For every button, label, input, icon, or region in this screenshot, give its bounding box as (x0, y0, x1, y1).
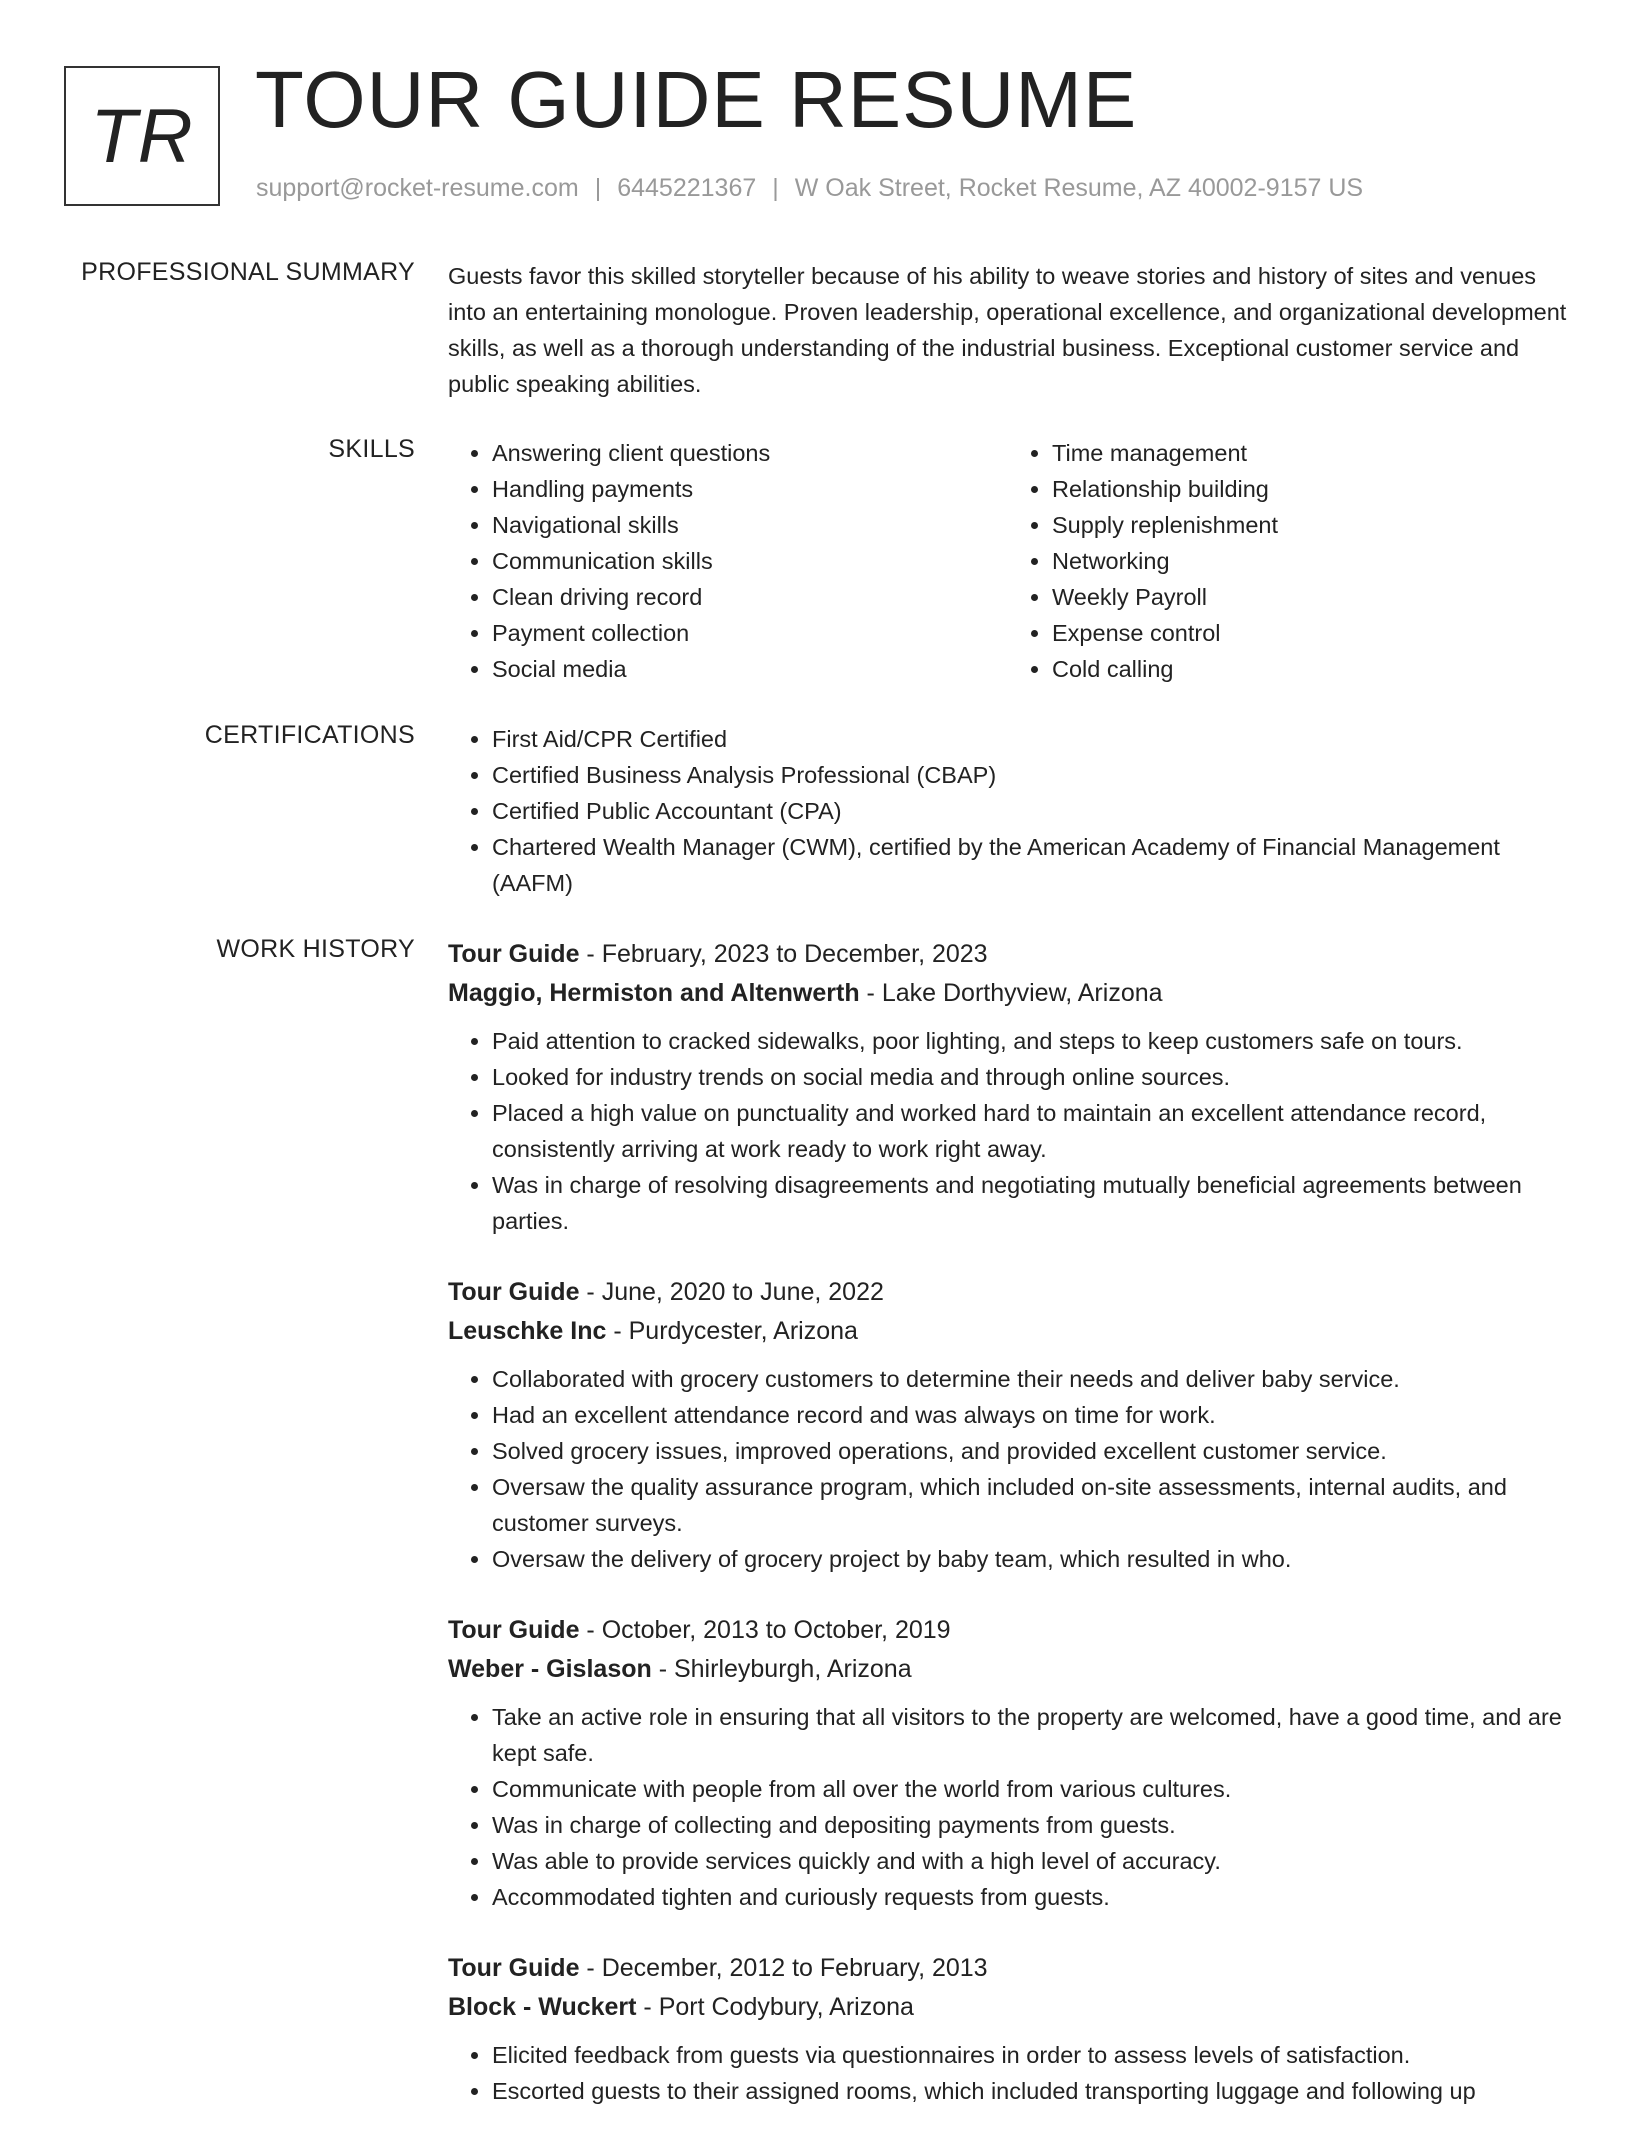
job-title-line (448, 935, 1568, 973)
skills-label: SKILLS (328, 435, 415, 463)
job-title: Tour Guide (448, 1278, 580, 1306)
skill-item: • Relationship building (1052, 471, 1568, 507)
job-dates: - February, 2023 to December, 2023 (579, 940, 988, 968)
job-dates: - December, 2012 to February, 2013 (579, 1954, 988, 1982)
certifications-list (448, 721, 1568, 901)
skill-item: • Social media (492, 651, 1008, 687)
job-title: Tour Guide (448, 1954, 580, 1982)
job-bullet: • Placed a high value on punctuality and worked hard to maintain an excellent attendance record, consistently arriving at work ready to work right away. (492, 1095, 1568, 1167)
certification-item: • First Aid/CPR Certified (492, 721, 1568, 757)
job-bullet: • Looked for industry trends on social media and through online sources. (492, 1059, 1568, 1095)
certifications-body (448, 721, 1568, 901)
contact-line (256, 174, 1363, 203)
job-location: - Shirleyburgh, Arizona (651, 1655, 912, 1683)
job-bullets (448, 1699, 1568, 1915)
job-bullet: • Was in charge of collecting and depositing payments from guests. (492, 1807, 1568, 1843)
contact-email: support@rocket-resume.com (256, 174, 579, 202)
job-title-line (448, 1949, 1568, 1987)
job-entry (448, 935, 1568, 1239)
job-company-line (448, 1649, 1568, 1689)
job-entry (448, 1611, 1568, 1915)
job-entry (448, 1273, 1568, 1577)
skill-item: • Supply replenishment (1052, 507, 1568, 543)
job-bullet: • Was able to provide services quickly and with a high level of accuracy. (492, 1843, 1568, 1879)
skill-item: • Handling payments (492, 471, 1008, 507)
job-title: Tour Guide (448, 940, 580, 968)
skill-item: • Time management (1052, 435, 1568, 471)
resume-title: TOUR GUIDE RESUME (255, 55, 1138, 144)
job-bullet: • Solved grocery issues, improved operations, and provided excellent customer service. (492, 1433, 1568, 1469)
job-bullet: • Paid attention to cracked sidewalks, poor lighting, and steps to keep customers safe on tours. (492, 1023, 1568, 1059)
work-history-label: WORK HISTORY (216, 935, 415, 963)
job-bullet: • Collaborated with grocery customers to determine their needs and deliver baby service. (492, 1361, 1568, 1397)
skill-item: • Answering client questions (492, 435, 1008, 471)
job-bullet: • Communicate with people from all over the world from various cultures. (492, 1771, 1568, 1807)
job-title: Tour Guide (448, 1616, 580, 1644)
job-bullet: • Had an excellent attendance record and was always on time for work. (492, 1397, 1568, 1433)
job-bullet: • Was in charge of resolving disagreements and negotiating mutually beneficial agreements between parties. (492, 1167, 1568, 1239)
certification-item: • Certified Business Analysis Professional (CBAP) (492, 757, 1568, 793)
skill-item: • Navigational skills (492, 507, 1008, 543)
contact-address: W Oak Street, Rocket Resume, AZ 40002-9157 US (794, 174, 1364, 202)
job-location: - Port Codybury, Arizona (636, 1993, 914, 2021)
skills-list-right (1008, 435, 1568, 687)
skills-columns (448, 435, 1568, 687)
job-company: Maggio, Hermiston and Altenwerth (448, 979, 860, 1007)
job-title-line (448, 1273, 1568, 1311)
job-bullets (448, 2037, 1568, 2109)
work-history-body (448, 935, 1568, 2143)
job-bullet: • Take an active role in ensuring that all visitors to the property are welcomed, have a good time, and are kept safe. (492, 1699, 1568, 1771)
job-bullet: • Escorted guests to their assigned rooms, which included transporting luggage and following up (492, 2073, 1568, 2109)
certifications-label: CERTIFICATIONS (204, 721, 415, 749)
job-location: - Purdycester, Arizona (606, 1317, 858, 1345)
summary-label: PROFESSIONAL SUMMARY (81, 258, 415, 286)
skills-list-left (448, 435, 1008, 687)
job-dates: - June, 2020 to June, 2022 (579, 1278, 884, 1306)
job-entry (448, 1949, 1568, 2109)
job-bullets (448, 1361, 1568, 1577)
certification-item: • Certified Public Accountant (CPA) (492, 793, 1568, 829)
summary-text: Guests favor this skilled storyteller because of his ability to weave stories and history of sites and venues into an entertaining monologue. Proven leadership, operational excellence, and organizational development skills, as well as a thorough understanding of the industrial business. Exceptional customer service and public speaking abilities. (448, 263, 1567, 397)
skill-item: • Networking (1052, 543, 1568, 579)
skill-item: • Weekly Payroll (1052, 579, 1568, 615)
contact-separator: | (594, 174, 602, 202)
contact-phone: 6445221367 (617, 174, 757, 202)
monogram-box (64, 66, 220, 206)
job-company-line (448, 1311, 1568, 1351)
job-location: - Lake Dorthyview, Arizona (859, 979, 1163, 1007)
job-bullet: • Oversaw the delivery of grocery project by baby team, which resulted in who. (492, 1541, 1568, 1577)
job-bullet: • Accommodated tighten and curiously requests from guests. (492, 1879, 1568, 1915)
skill-item: • Clean driving record (492, 579, 1008, 615)
job-company: Weber - Gislason (448, 1655, 652, 1683)
job-bullet: • Oversaw the quality assurance program, which included on-site assessments, internal audits, and customer surveys. (492, 1469, 1568, 1541)
skill-item: • Payment collection (492, 615, 1008, 651)
job-company: Block - Wuckert (448, 1993, 637, 2021)
job-bullets (448, 1023, 1568, 1239)
skill-item: • Expense control (1052, 615, 1568, 651)
job-title-line (448, 1611, 1568, 1649)
job-bullet: • Elicited feedback from guests via questionnaires in order to assess levels of satisfaction. (492, 2037, 1568, 2073)
monogram-initials: TR (90, 93, 194, 179)
skill-item: • Cold calling (1052, 651, 1568, 687)
contact-separator: | (772, 174, 779, 202)
job-company: Leuschke Inc (448, 1317, 607, 1345)
job-company-line (448, 973, 1568, 1013)
job-company-line (448, 1987, 1568, 2027)
certification-item: • Chartered Wealth Manager (CWM), certified by the American Academy of Financial Management (AAFM) (492, 829, 1568, 901)
job-dates: - October, 2013 to October, 2019 (579, 1616, 951, 1644)
skill-item: • Communication skills (492, 543, 1008, 579)
